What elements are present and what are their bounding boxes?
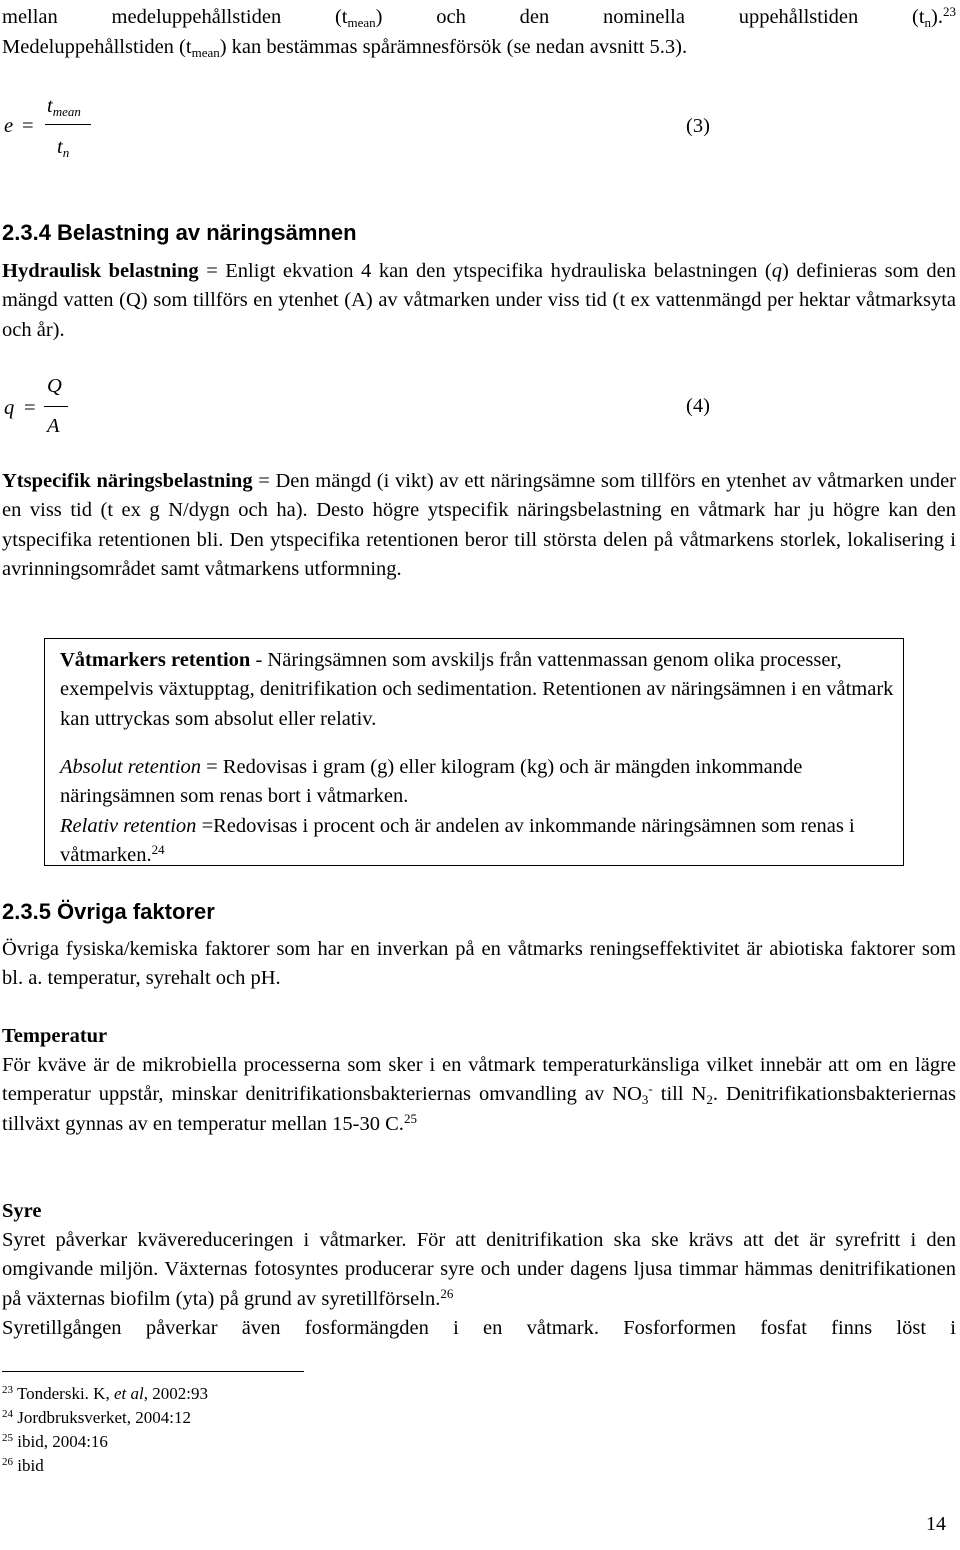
page-number: 14 <box>926 1513 946 1535</box>
section-heading-2-3-5: 2.3.5 Övriga faktorer <box>2 899 215 924</box>
footnote-23: $^{23}$ Tonderski. K, et al, 2002:93 <box>2 1384 208 1403</box>
paragraph-ovriga-faktorer: Övriga fysiska/kemiska faktorer som har en inverkan på en våtmarks reningseffektivitet är abiotiska faktorer som bl. a. temperatur, syrehalt och pH. <box>2 938 956 990</box>
intro-line-1: mellan medeluppehållstiden $(t_{mean})$ och den nominella uppehållstiden $(t_n).^{23}$ <box>2 4 956 30</box>
paragraph-ytspecifik-naringsbelastning: Ytspecifik näringsbelastning = Den mängd (i vikt) av ett näringsämne som tillförs en ytenhet av våtmarken under en viss tid (t ex g N/dygn och ha). Desto högre ytspecifik näringsbelastning en våtmark har ju högre kan den ytspecifika retentionen bli. Den ytspecifika retentionen beror till största delen på våtmarkens storlek, lokalisering i avrinningsområdet samt våtmarkens utformning. <box>2 470 956 580</box>
subheading-temperatur: Temperatur <box>2 1025 108 1047</box>
footnote-24: $^{24}$ Jordbruksverket, 2004:12 <box>2 1408 192 1427</box>
paragraph-temperatur: För kväve är de mikrobiella processerna som sker i en våtmark temperaturkänsliga vilket innebär att om en lägre temperatur uppstår, minskar denitrifikationsbakteriernas omvandling av $NO_3^-$ till $N_2$. Denitrifikationsbakteriernas tillväxt gynnas av en temperatur mellan 15-30 C.$^{25}$ <box>2 1054 956 1135</box>
footnote-ref-23: 23 <box>943 4 956 19</box>
box-paragraph-relativ: Relativ retention =Redovisas i procent och är andelen av inkommande näringsämnen som renas i våtmarken.$^{24}$ <box>60 815 855 867</box>
equation-3-number: (3) <box>686 115 710 137</box>
footnote-ref-24: 24 <box>151 842 165 858</box>
box-paragraph-retention: Våtmarkers retention - Näringsämnen som avskiljs från vattenmassan genom olika processer, exempelvis växtupptag, denitrifikation och sedimentation. Retentionen av näringsämnen i en våtmark kan uttryckas som absolut eller relativ. <box>60 649 894 730</box>
section-heading-2-3-4: 2.3.4 Belastning av näringsämnen <box>2 220 357 245</box>
intro-line-2: Medeluppehållstiden $(t_{mean})$ kan bestämmas spårämnesförsök (se nedan avsnitt 5.3). <box>2 36 688 60</box>
footnote-separator <box>2 1371 304 1372</box>
footnote-ref-25: 25 <box>403 1110 417 1126</box>
box-paragraph-absolut: Absolut retention = Redovisas i gram (g) eller kilogram (kg) och är mängden inkommande näringsämnen som renas bort i våtmarken. <box>60 756 803 808</box>
footnote-ref-26: 26 <box>440 1285 454 1301</box>
paragraph-syre: Syret påverkar kvävereduceringen i våtmarker. För att denitrifikation ska ske krävs att det är syrefritt i den omgivande miljön. Växternas fotosyntes producerar syre och under dagens ljusa timmar hämmas denitrifikationen på växternas biofilm (yta) på grund av syretillförseln.$^{26}$ <box>2 1229 956 1310</box>
document-page: mellan medeluppehållstiden $(t_{mean})$ och den nominella uppehållstiden $(t_n).^{23}$ Medeluppehållstiden $(t_{mean})$ kan bestämmas spårämnesförsök (se nedan avsnitt 5.3). e = $t_{mean}$ $t_n$ (3) 2.3.4 Belastning av näringsämnen Hydraulisk belastning = Enligt ekvation 4 kan den ytspecifika hydrauliska belastningen (q) definieras som den mängd vatten (Q) som tillförs en ytenhet (A) av våtmarken under viss tid (t ex vattenmängd per hektar våtmarksyta och år). q = Q A (4) Ytspecifik näringsbelastning = Den mängd (i vikt) av ett näringsämne som tillförs en ytenhet av våtmarken under en viss tid (t ex g N/dygn och ha). Desto högre ytspecifik näringsbelastning en våtmark har ju högre kan den ytspecifika retentionen bli. Den ytspecifika retentionen beror till största delen på våtmarkens storlek, lokalisering i avrinningsområdet samt våtmarkens utformning. Våtmarkers retention - Näringsämnen som avskiljs från vattenmassan genom olika processer, exempelvis växtupptag, denitrifikation och sedimentation. Retentionen av näringsämnen i en våtmark kan uttryckas som absolut eller relativ. Absolut retention = Redovisas i gram (g) eller kilogram (kg) och är mängden inkommande näringsämnen som renas bort i våtmarken. Relativ retention =Redovisas i procent och är andelen av inkommande näringsämnen som renas i våtmarken.$^{24}$ 2.3.5 Övriga faktorer Övriga fysiska/kemiska faktorer som har en inverkan på en våtmarks reningseffektivitet är abiotiska faktorer som bl. a. temperatur, syrehalt och pH. Temperatur För kväve är de mikrobiella processerna som sker i en våtmark temperaturkänsliga vilket innebär att om en lägre temperatur uppstår, minskar denitrifikationsbakteriernas omvandling av $NO_3^-$ till $N_2$. Denitrifikationsbakteriernas tillväxt gynnas av en temperatur mellan 15-30 C.$^{25}$ Syre Syret påverkar kvävereduceringen i våtmarker. För att denitrifikation ska ske krävs att det är syrefritt i den omgivande miljön. Växternas fotosyntes producerar syre och under dagens ljusa timmar hämmas denitrifikationen på växternas biofilm (yta) på grund av syretillförseln.$^{26}$ Syretillgången påverkar även fosformängden i en våtmark. Fosforformen fosfat finns löst i $^{23}$ Tonderski. K, et al, 2002:93 $^{24}$ Jordbruksverket, 2004:12 $^{25}$ ibid, 2004:16 $^{26}$ ibid 14 <box>0 0 960 1550</box>
paragraph-syre-continued: Syretillgången påverkar även fosformängden i en våtmark. Fosforformen fosfat finns löst i <box>2 1317 956 1339</box>
footnote-25: $^{25}$ ibid, 2004:16 <box>2 1432 108 1451</box>
equation-4-number: (4) <box>686 395 710 417</box>
footnote-26: $^{26}$ ibid <box>2 1456 44 1475</box>
subheading-syre: Syre <box>2 1200 42 1222</box>
paragraph-hydraulisk-belastning: Hydraulisk belastning = Enligt ekvation 4 kan den ytspecifika hydrauliska belastningen (q) definieras som den mängd vatten (Q) som tillförs en ytenhet (A) av våtmarken under viss tid (t ex vattenmängd per hektar våtmarksyta och år). <box>2 260 956 341</box>
